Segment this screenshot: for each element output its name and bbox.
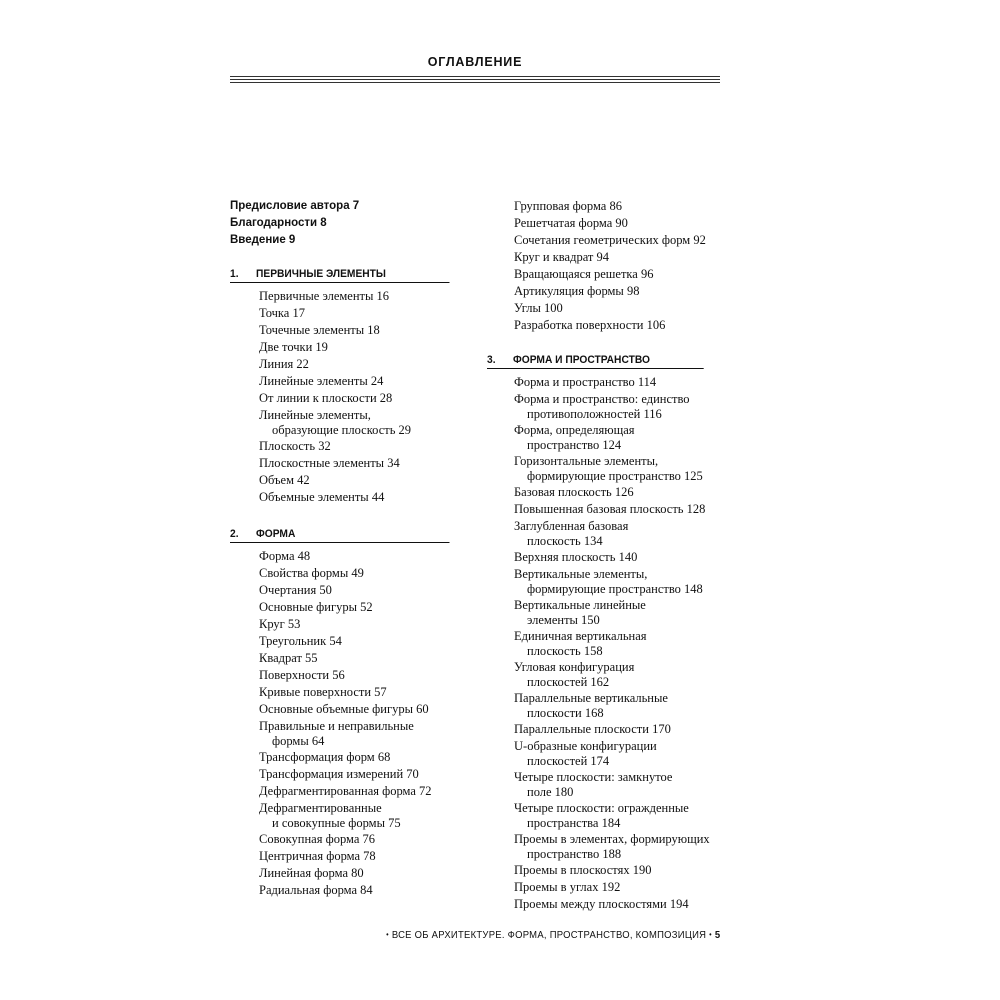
toc-entry-text: Верхняя плоскость 140	[514, 550, 638, 564]
toc-entry-text: U-образные конфигурации	[514, 739, 657, 753]
toc-entry[interactable]	[259, 616, 466, 633]
toc-entry[interactable]	[259, 848, 466, 865]
toc-entry[interactable]	[514, 198, 720, 215]
front-matter-item[interactable]: Введение 9	[230, 234, 296, 246]
toc-entry[interactable]	[514, 862, 720, 879]
toc-entry[interactable]	[259, 356, 466, 373]
toc-entry-continuation: плоскость 158	[527, 644, 603, 658]
toc-entry-continuation: противоположностей 116	[527, 407, 662, 421]
toc-entry-text: Основные фигуры 52	[259, 600, 373, 614]
running-footer	[386, 929, 720, 941]
toc-entry-text: Круг и квадрат 94	[514, 250, 610, 264]
toc-entry-continuation: формирующие пространство 125	[527, 469, 703, 483]
section-1	[230, 268, 466, 506]
toc-entry-text: Точечные элементы 18	[259, 323, 380, 337]
toc-entry-text: Вертикальные линейные	[514, 598, 646, 612]
toc-entry-text: Угловая конфигурация	[514, 660, 635, 674]
toc-entry[interactable]	[514, 519, 720, 549]
title-rule-middle	[230, 79, 720, 80]
toc-entry[interactable]	[514, 266, 720, 283]
toc-column-left	[230, 198, 466, 899]
toc-entry-continuation: и совокупные формы 75	[272, 816, 401, 830]
toc-entry-text: Вращающаяся решетка 96	[514, 267, 654, 281]
toc-entry[interactable]	[259, 548, 466, 565]
toc-entry[interactable]	[514, 423, 720, 453]
toc-entry[interactable]	[514, 300, 720, 317]
toc-entry-text: Форма, определяющая	[514, 423, 635, 437]
section-title: ПЕРВИЧНЫЕ ЭЛЕМЕНТЫ	[256, 268, 386, 280]
toc-entry[interactable]	[514, 374, 720, 391]
toc-entry[interactable]	[259, 719, 466, 749]
toc-entry-continuation: пространства 184	[527, 816, 621, 830]
toc-entry-text: Плоскость 32	[259, 439, 331, 453]
section-heading[interactable]	[230, 528, 449, 543]
toc-entry-text: Разработка поверхности 106	[514, 318, 666, 332]
toc-entry-text: Круг 53	[259, 617, 301, 631]
footer-bullet: •	[708, 930, 712, 939]
toc-entry[interactable]	[259, 783, 466, 800]
toc-entry[interactable]	[514, 598, 720, 628]
front-matter-item[interactable]: Благодарности 8	[230, 217, 327, 229]
toc-entry[interactable]	[259, 438, 466, 455]
title-rule-top	[230, 76, 720, 77]
toc-entry[interactable]	[259, 339, 466, 356]
toc-entry-text: Вертикальные элементы,	[514, 567, 648, 581]
toc-entry-text: Углы 100	[514, 301, 563, 315]
toc-entry-text: Повышенная базовая плоскость 128	[514, 502, 706, 516]
toc-entry-text: Форма 48	[259, 549, 311, 563]
toc-entry[interactable]	[514, 879, 720, 896]
toc-entry-continuation: пространство 188	[527, 847, 622, 861]
footer-bullet: •	[385, 930, 389, 939]
toc-entry-text: Параллельные плоскости 170	[514, 722, 671, 736]
toc-entry[interactable]	[514, 691, 720, 721]
toc-entry[interactable]	[259, 865, 466, 882]
toc-entry-continuation: элементы 150	[527, 613, 600, 627]
section-title: ФОРМА	[256, 528, 296, 540]
toc-entry[interactable]	[514, 484, 720, 501]
toc-entry-text: Проемы в плоскостях 190	[514, 863, 652, 877]
toc-entry[interactable]	[514, 770, 720, 800]
toc-entry-continuation: формирующие пространство 148	[527, 582, 703, 596]
toc-column-right	[487, 198, 720, 913]
toc-entry[interactable]	[514, 801, 720, 831]
toc-entry-text: Проемы в элементах, формирующих	[514, 832, 710, 846]
toc-entry-text: Радиальная форма 84	[259, 883, 373, 897]
toc-entry[interactable]	[514, 629, 720, 659]
toc-entry-continuation: формы 64	[272, 734, 325, 748]
toc-entry-text: Свойства формы 49	[259, 566, 364, 580]
toc-entry-text: Дефрагментированная форма 72	[259, 784, 432, 798]
toc-entry-text: Очертания 50	[259, 583, 332, 597]
toc-entry-text: Плоскостные элементы 34	[259, 456, 400, 470]
toc-entry-text: Линейная форма 80	[259, 866, 364, 880]
toc-entry[interactable]	[514, 232, 720, 249]
toc-entry-text: Точка 17	[259, 306, 305, 320]
toc-entry[interactable]	[514, 392, 720, 422]
toc-entry-text: Заглубленная базовая	[514, 519, 629, 533]
section-number: 3.	[487, 354, 496, 366]
toc-entry-text: Единичная вертикальная	[514, 629, 647, 643]
toc-entry[interactable]	[259, 599, 466, 616]
toc-entry-text: Первичные элементы 16	[259, 289, 390, 303]
front-matter	[230, 198, 466, 249]
toc-entry-text: Треугольник 54	[259, 634, 342, 648]
toc-entry-text: Объемные элементы 44	[259, 490, 385, 504]
toc-entry-text: Базовая плоскость 126	[514, 485, 634, 499]
toc-entry-text: Трансформация измерений 70	[259, 767, 419, 781]
toc-entry[interactable]	[259, 472, 466, 489]
toc-entry[interactable]	[514, 501, 720, 518]
toc-entry-text: От линии к плоскости 28	[259, 391, 393, 405]
toc-entry-continuation: плоскостей 162	[527, 675, 610, 689]
toc-entry[interactable]	[259, 408, 466, 438]
section-3	[487, 354, 720, 913]
toc-entry[interactable]	[259, 390, 466, 407]
toc-entry-text: Артикуляция формы 98	[514, 284, 640, 298]
toc-entry-text: Центричная форма 78	[259, 849, 376, 863]
toc-entry-continuation: плоскостей 174	[527, 754, 610, 768]
toc-entry-text: Линия 22	[259, 357, 309, 371]
section-2	[230, 528, 466, 899]
toc-entry-text: Дефрагментированные	[259, 801, 382, 815]
toc-entry[interactable]	[259, 831, 466, 848]
page-number: 5	[714, 929, 720, 941]
toc-entry-text: Параллельные вертикальные	[514, 691, 668, 705]
toc-entry-text: Квадрат 55	[259, 651, 318, 665]
toc-entry[interactable]	[514, 739, 720, 769]
toc-entry-text: Форма и пространство: единство	[514, 392, 690, 406]
toc-entry-continuation: образующие плоскость 29	[272, 423, 412, 437]
toc-entry[interactable]	[259, 766, 466, 783]
toc-entry-text: Четыре плоскости: огражденные	[514, 801, 689, 815]
toc-entry[interactable]	[514, 283, 720, 300]
page-title: ОГЛАВЛЕНИЕ	[427, 55, 523, 69]
toc-entry-text: Линейные элементы,	[259, 408, 371, 422]
toc-entry-text: Две точки 19	[259, 340, 328, 354]
toc-entry[interactable]	[514, 832, 720, 862]
section-heading[interactable]	[230, 268, 449, 283]
toc-entry-text: Поверхности 56	[259, 668, 345, 682]
section-entries	[487, 369, 720, 913]
toc-entry-continuation: плоскости 168	[527, 706, 604, 720]
toc-entry-text: Проемы между плоскостями 194	[514, 897, 689, 911]
toc-entry[interactable]	[259, 288, 466, 305]
toc-entry-text: Проемы в углах 192	[514, 880, 621, 894]
section-2-continued-entries	[487, 198, 720, 334]
toc-entry[interactable]	[259, 565, 466, 582]
toc-entry[interactable]	[259, 882, 466, 899]
toc-entry-continuation: поле 180	[527, 785, 574, 799]
title-rule-bottom	[230, 82, 720, 83]
toc-entry[interactable]	[259, 684, 466, 701]
toc-entry[interactable]	[259, 749, 466, 766]
front-matter-item[interactable]: Предисловие автора 7	[230, 200, 360, 212]
toc-entry-text: Линейные элементы 24	[259, 374, 384, 388]
toc-entry[interactable]	[259, 667, 466, 684]
section-entries	[230, 283, 466, 506]
toc-entry-text: Форма и пространство 114	[514, 375, 657, 389]
toc-entry[interactable]	[514, 896, 720, 913]
toc-entry[interactable]	[514, 549, 720, 566]
toc-entry-text: Сочетания геометрических форм 92	[514, 233, 706, 247]
toc-entry-text: Решетчатая форма 90	[514, 216, 628, 230]
toc-entry-text: Правильные и неправильные	[259, 719, 414, 733]
toc-entry-text: Четыре плоскости: замкнутое	[514, 770, 673, 784]
toc-entry[interactable]	[514, 215, 720, 232]
toc-entry[interactable]	[259, 801, 466, 831]
toc-entry-continuation: пространство 124	[527, 438, 622, 452]
toc-entry-text: Совокупная форма 76	[259, 832, 376, 846]
footer-book-title: ВСЕ ОБ АРХИТЕКТУРЕ. ФОРМА, ПРОСТРАНСТВО, КОМПОЗИЦИЯ	[391, 929, 706, 941]
toc-entry-text: Групповая форма 86	[514, 199, 622, 213]
toc-entry[interactable]	[514, 660, 720, 690]
section-title: ФОРМА И ПРОСТРАНСТВО	[513, 354, 650, 366]
toc-entry[interactable]	[259, 373, 466, 390]
toc-entry[interactable]	[259, 322, 466, 339]
toc-entry-text: Кривые поверхности 57	[259, 685, 387, 699]
toc-entry[interactable]	[259, 650, 466, 667]
section-entries	[230, 543, 466, 899]
toc-entry-text: Трансформация форм 68	[259, 750, 391, 764]
section-number: 2.	[230, 528, 239, 540]
section-heading[interactable]	[487, 354, 704, 369]
toc-entry-continuation: плоскость 134	[527, 534, 603, 548]
toc-entry[interactable]	[514, 249, 720, 266]
toc-entry[interactable]	[259, 701, 466, 718]
section-number: 1.	[230, 268, 239, 280]
toc-entry[interactable]	[259, 633, 466, 650]
toc-entry[interactable]	[514, 454, 720, 484]
toc-entry-text: Объем 42	[259, 473, 310, 487]
toc-entry-text: Основные объемные фигуры 60	[259, 702, 429, 716]
toc-entry[interactable]	[514, 567, 720, 597]
toc-entry[interactable]	[259, 305, 466, 322]
toc-entry-text: Горизонтальные элементы,	[514, 454, 659, 468]
toc-entry[interactable]	[514, 721, 720, 738]
toc-entry[interactable]	[259, 455, 466, 472]
toc-entry[interactable]	[259, 582, 466, 599]
toc-entry[interactable]	[259, 489, 466, 506]
toc-entry[interactable]	[514, 317, 720, 334]
